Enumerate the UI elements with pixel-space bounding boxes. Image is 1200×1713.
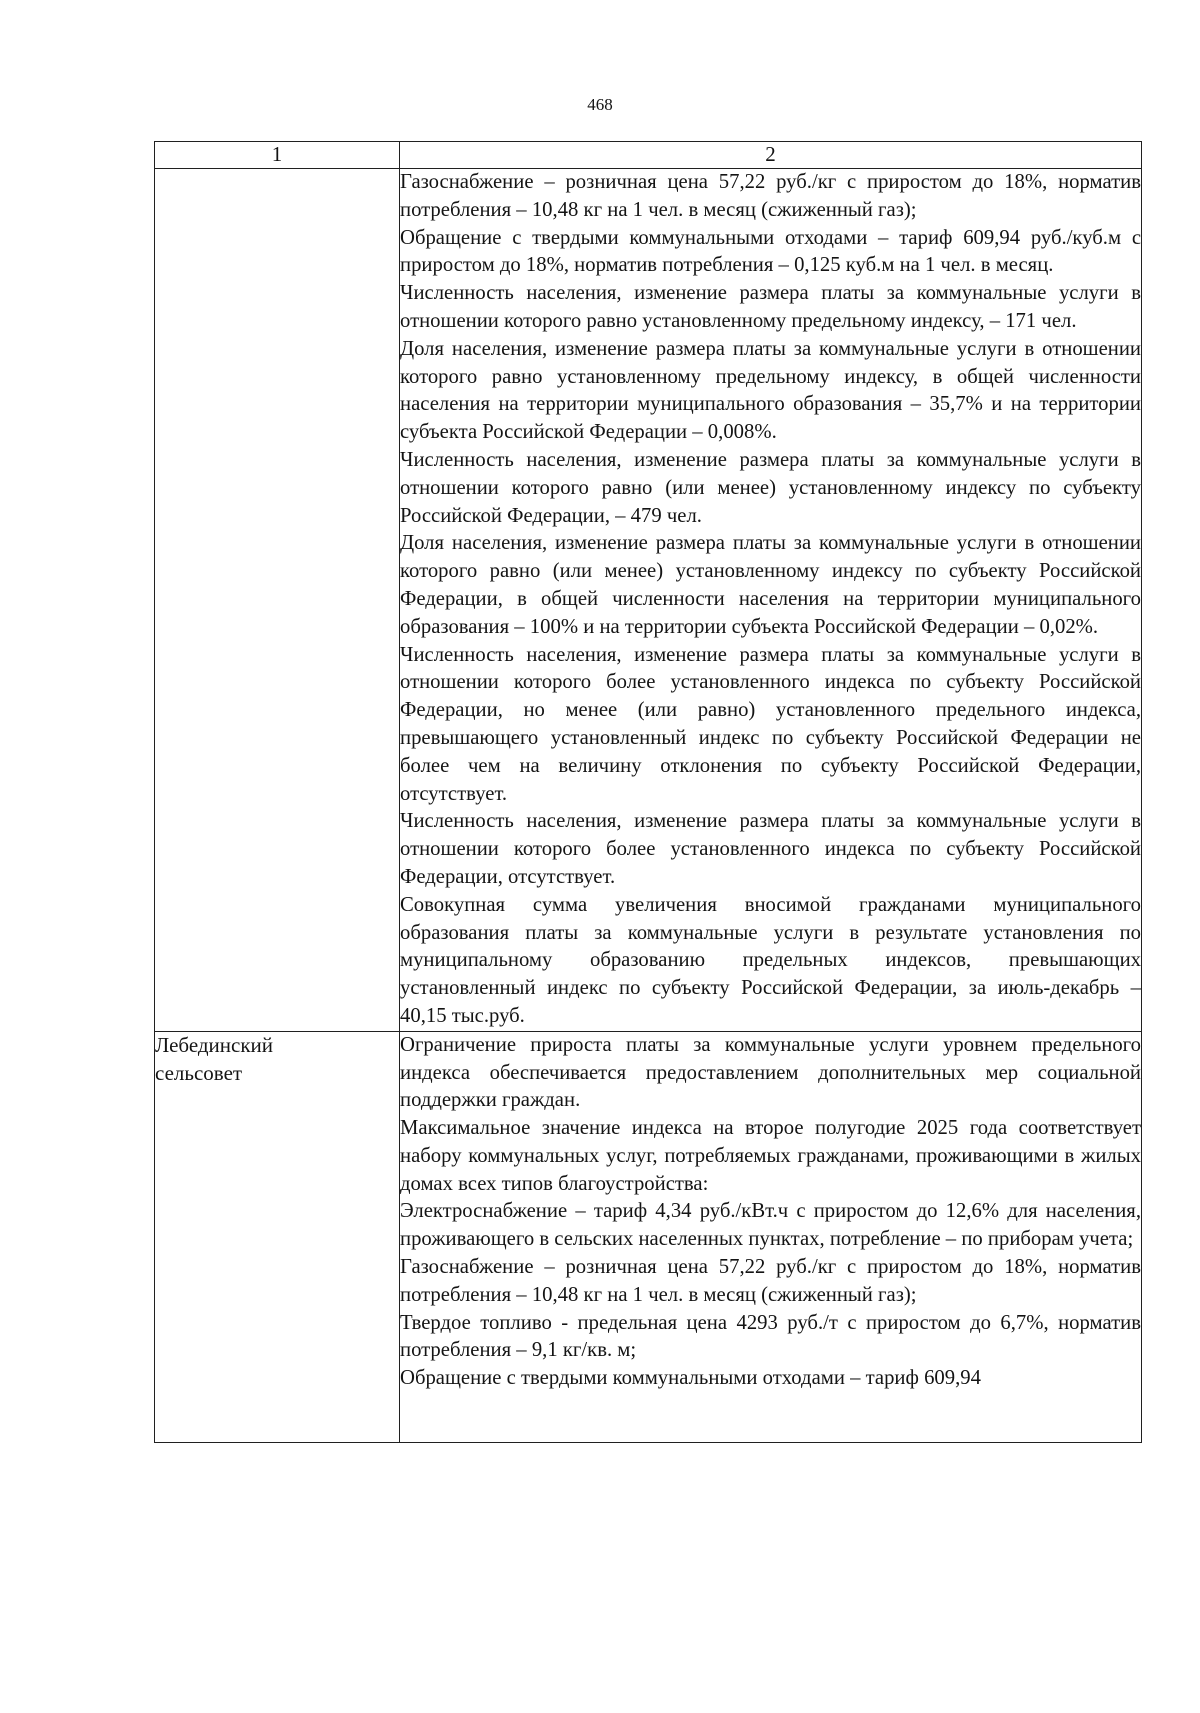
row-b-municipality-cell bbox=[155, 1031, 400, 1442]
paragraph: Численность населения, изменение размера платы за коммунальные услуги в отношении которого более установленного индекса по субъекту Российской Федерации, отсутствует. bbox=[400, 810, 1141, 888]
paragraph: Газоснабжение – розничная цена 57,22 руб./кг с приростом до 18%, норматив потребления – 10,48 кг на 1 чел. в месяц (сжиженный газ); bbox=[400, 1256, 1141, 1306]
paragraph: Численность населения, изменение размера платы за коммунальные услуги в отношении которого равно установленному предельному индексу, – 171 чел. bbox=[400, 282, 1141, 332]
paragraph: Численность населения, изменение размера платы за коммунальные услуги в отношении которого равно (или менее) установленному индексу по субъекту Российской Федерации, – 479 чел. bbox=[400, 448, 1141, 527]
paragraph: Численность населения, изменение размера платы за коммунальные услуги в отношении которого более установленного индекса по субъекту Российской Федерации, но менее (или равно) установленного предельного индекса, превышающего установленный индекс по субъекту Российской Федерации не более чем на величину отклонения по субъекту Российской Федерации, отсутствует. bbox=[400, 643, 1141, 805]
paragraph: Обращение с твердыми коммунальными отходами – тариф 609,94 руб./куб.м с приростом до 18%, норматив потребления – 0,125 куб.м на 1 чел. в месяц. bbox=[400, 226, 1141, 277]
row-a-description-cell bbox=[400, 169, 1142, 1032]
page-number: 468 bbox=[587, 95, 613, 114]
paragraph: Доля населения, изменение размера платы за коммунальные услуги в отношении которого равно установленному предельному индексу, в общей численности населения на территории муниципального образования – 35,7% и на территории субъекта Российской Федерации – 0,008%. bbox=[400, 337, 1141, 444]
paragraph: Совокупная сумма увеличения вносимой гражданами муниципального образования платы за коммунальные услуги в результате установления по муниципальному образованию предельных индексов, превышающих установленный индекс по субъекту Российской Федерации, за июль-декабрь – 40,15 тыс.руб. bbox=[400, 893, 1141, 1027]
table-header-row bbox=[155, 142, 1142, 169]
paragraph: Доля населения, изменение размера платы за коммунальные услуги в отношении которого равно (или менее) установленному индексу по субъекту Российской Федерации, в общей численности населения на территории муниципального образования – 100% и на территории субъекта Российской Федерации – 0,02%. bbox=[400, 532, 1141, 638]
table-row bbox=[155, 169, 1142, 1032]
header-col-1: 1 bbox=[155, 142, 400, 169]
content-table bbox=[154, 141, 1142, 1443]
row-a-municipality-cell bbox=[155, 169, 400, 1032]
paragraph: Электроснабжение – тариф 4,34 руб./кВт.ч с приростом до 12,6% для населения, проживающего в сельских населенных пунктах, потребление – по приборам учета; bbox=[400, 1200, 1141, 1251]
municipality-name-line-1: Лебединский bbox=[155, 1032, 274, 1057]
paragraph: Твердое топливо - предельная цена 4293 руб./т с приростом до 6,7%, норматив потребления – 9,1 кг/кв. м; bbox=[400, 1311, 1141, 1362]
paragraph: Обращение с твердыми коммунальными отходами – тариф 609,94 bbox=[400, 1367, 981, 1390]
paragraph: Максимальное значение индекса на второе полугодие 2025 года соответствует набору коммунальных услуг, потребляемых гражданами, проживающими в жилых домах всех типов благоустройства: bbox=[400, 1117, 1141, 1195]
table-row bbox=[155, 1031, 1142, 1442]
row-b-description-cell bbox=[400, 1031, 1142, 1442]
header-col-2: 2 bbox=[400, 142, 1142, 169]
paragraph: Газоснабжение – розничная цена 57,22 руб./кг с приростом до 18%, норматив потребления – 10,48 кг на 1 чел. в месяц (сжиженный газ); bbox=[400, 171, 1141, 221]
municipality-name-line-2: сельсовет bbox=[155, 1060, 243, 1085]
paragraph: Ограничение прироста платы за коммунальные услуги уровнем предельного индекса обеспечивается предоставлением дополнительных мер социальной поддержки граждан. bbox=[400, 1033, 1141, 1112]
